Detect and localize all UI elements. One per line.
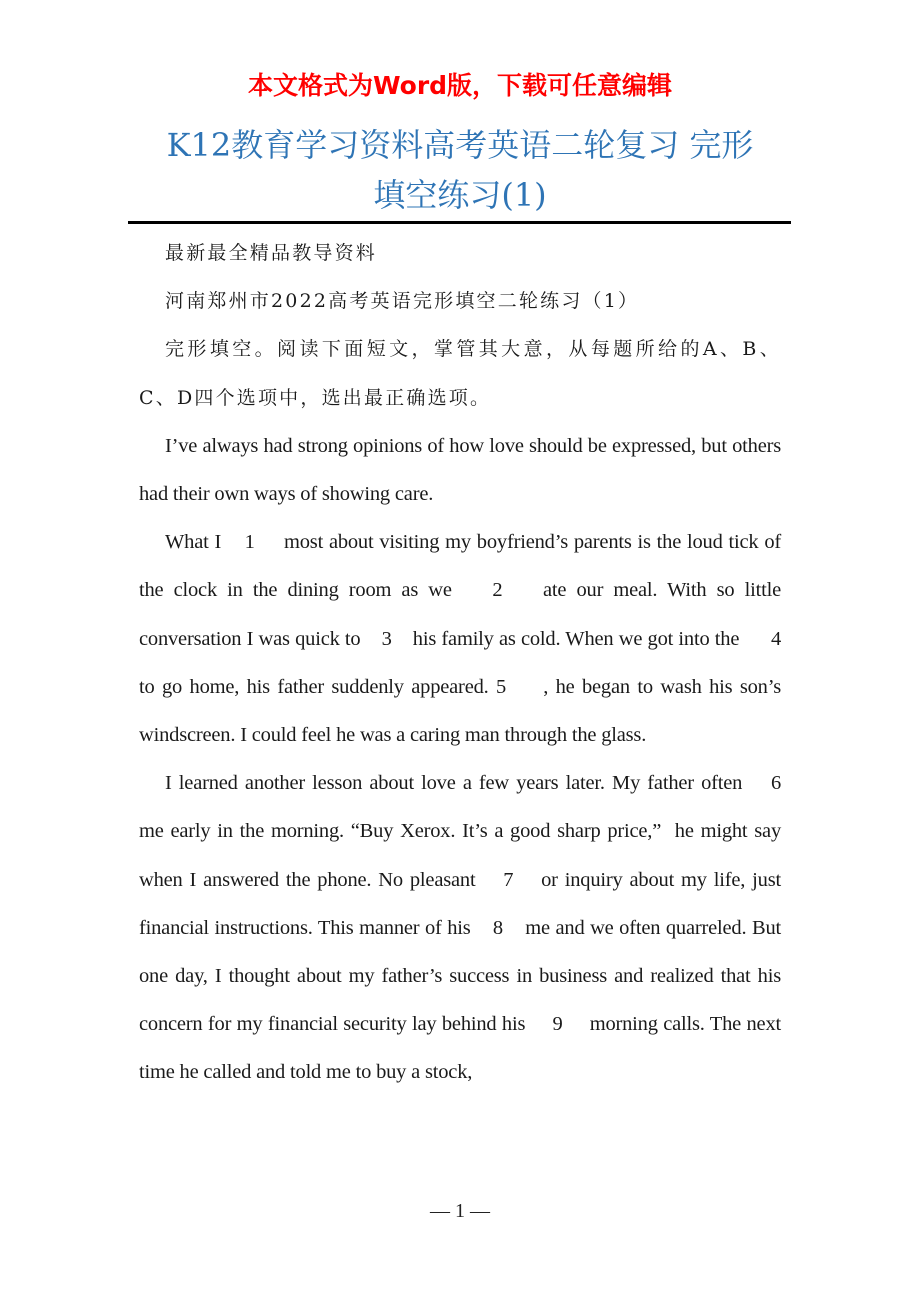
document-title-line-2: 填空练习(1) xyxy=(373,176,547,214)
page-number: — 1 — xyxy=(430,1200,490,1222)
document-title-line-1: K12教育学习资料高考英语二轮复习 完形 xyxy=(166,126,754,164)
paragraph-passage-intro: I’ve always had strong opinions of how love should be expressed, but others had their own ways of showing care. xyxy=(139,434,781,506)
paragraph-exercise-title: 河南郑州市2022高考英语完形填空二轮练习（1） xyxy=(165,290,640,313)
document-title xyxy=(120,120,800,220)
document-body xyxy=(139,229,811,1097)
paragraph-passage-father-calls: I learned another lesson about love a few years later. My father often 6 me early in the morning. “Buy Xerox. It’s a good sharp price,” he might say when I answered the phone. No pleasant 7 or inquiry about my life, just financial instructions. This manner of his 8 me and we often quarreled. But one day, I thought about my father’s success in business and realized that his concern for my financial security lay behind his 9 morning calls. The next time he called and told me to buy a stock, xyxy=(139,772,806,1084)
title-divider xyxy=(128,221,791,224)
paragraph-instructions: 完形填空。阅读下面短文，掌管其大意，从每题所给的A、B、C、D四个选项中，选出最正确选项。 xyxy=(139,338,781,409)
paragraph-source-note: 最新最全精品教导资料 xyxy=(165,242,378,264)
editable-notice-banner: 本文格式为Word版，下载可任意编辑 xyxy=(247,71,673,100)
paragraph-passage-boyfriend-parents: What I 1 most about visiting my boyfriend’s parents is the loud tick of the clock in the dining room as we 2 ate our meal. With so little conversation I was quick to 3 his family as cold. When we got into the 4 to go home, his father suddenly appeared. 5 , he began to wash his son’s windscreen. I could feel he was a caring man through the glass. xyxy=(139,531,811,747)
